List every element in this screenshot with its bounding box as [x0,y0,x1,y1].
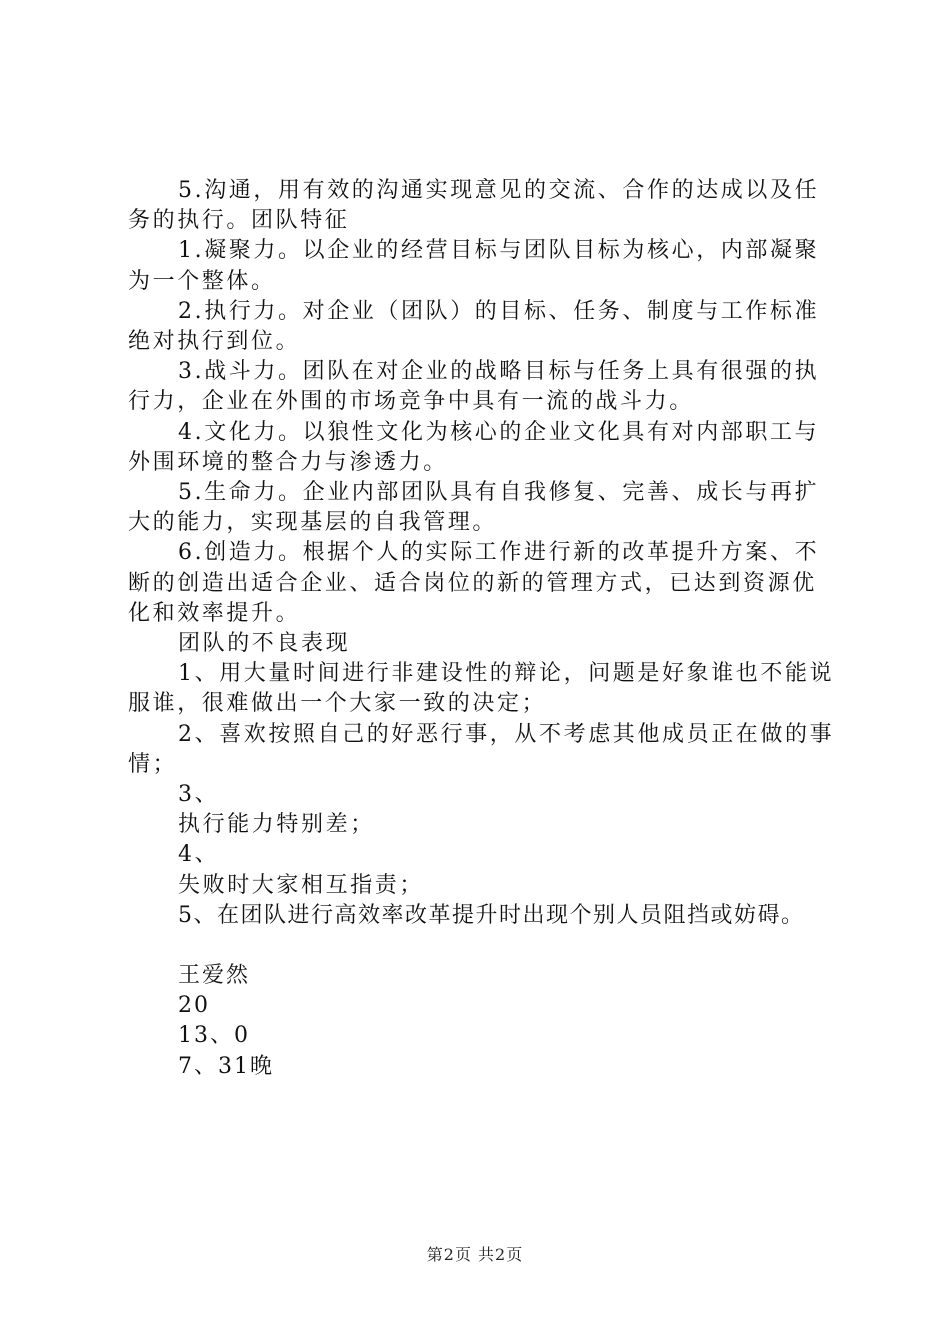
section-heading-bad: 团队的不良表现 [178,631,351,657]
signature-name: 王爱然 [178,963,251,989]
document-body [128,176,838,1082]
paragraph-communication: 5.沟通，用有效的沟通实现意见的交流、合作的达成以及任务的执行。团队特征 [128,178,820,234]
paragraph-execution: 2.执行力。对企业（团队）的目标、任务、制度与工作标准绝对执行到位。 [128,298,820,355]
signature-date-line-1: 20 [178,993,210,1019]
paragraph-culture: 4.文化力。以狼性文化为核心的企业文化具有对内部职工与外围环境的整合力与渗透力。 [128,419,820,475]
paragraph-creativity: 6.创造力。根据个人的实际工作进行新的改革提升方案、不断的创造出适合企业、适合岗位的新的管理方式，已达到资源优化和效率提升。 [128,540,820,626]
signature-date-line-2: 13、0 [178,1023,250,1049]
bad-item-5: 5、在团队进行高效率改革提升时出现个别人员阻挡或妨碍。 [178,902,805,928]
paragraph-vitality: 5.生命力。企业内部团队具有自我修复、完善、成长与再扩大的能力，实现基层的自我管理。 [128,480,820,536]
spacer [128,931,838,961]
paragraph-cohesion: 1.凝聚力。以企业的经营目标与团队目标为核心，内部凝聚为一个整体。 [128,238,820,294]
bad-item-3-text: 执行能力特别差； [178,812,375,838]
bad-item-3-number: 3、 [178,782,220,808]
page-footer: 第2页 共2页 [426,1245,524,1264]
paragraph-combat: 3.战斗力。团队在对企业的战略目标与任务上具有很强的执行力，企业在外围的市场竞争中具有一流的战斗力。 [128,359,820,415]
bad-item-4-number: 4、 [178,842,220,868]
bad-item-4-text: 失败时大家相互指责； [178,872,425,898]
signature-date-line-3: 7、31晚 [178,1053,274,1079]
bad-item-1: 1、用大量时间进行非建设性的辩论，问题是好象谁也不能说服谁，很难做出一个大家一致的决定； [128,661,835,717]
bad-item-2: 2、喜欢按照自己的好恶行事，从不考虑其他成员正在做的事情； [128,721,835,777]
